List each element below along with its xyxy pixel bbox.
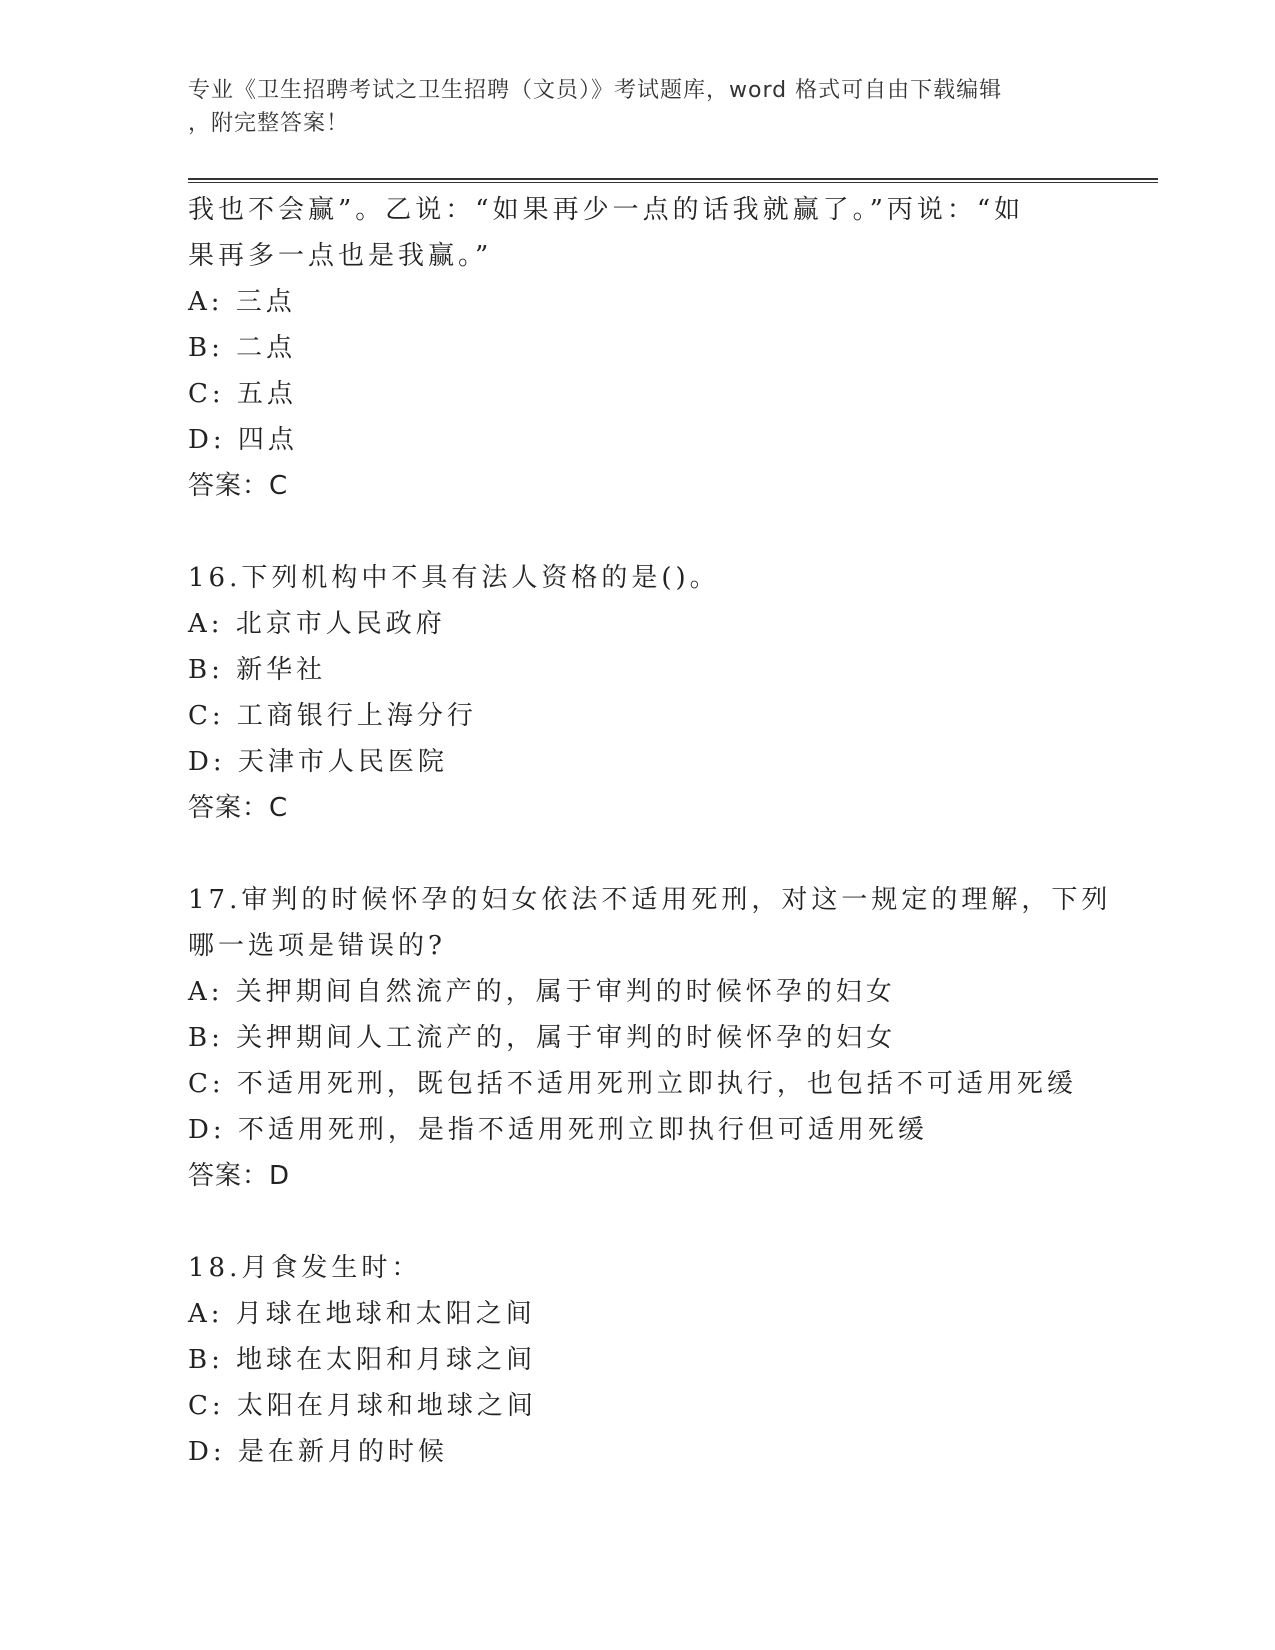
question-16 [188,555,1088,831]
option-b: B: 地球在太阳和月球之间 [188,1345,537,1375]
option-b: B: 关押期间人工流产的，属于审判的时候怀孕的妇女 [188,1023,897,1053]
option-a: A: 关押期间自然流产的，属于审判的时候怀孕的妇女 [188,977,896,1007]
spacer [188,509,1088,555]
option-c: C: 不适用死刑，既包括不适用死刑立即执行，也包括不可适用死缓 [188,1069,1077,1099]
option-d: D: 四点 [188,425,298,455]
option-d: D: 不适用死刑，是指不适用死刑立即执行但可适用死缓 [188,1115,928,1145]
option-c: C: 五点 [188,379,297,409]
option-b: B: 新华社 [188,655,327,685]
header-line-1: 专业《卫生招聘考试之卫生招聘（文员）》考试题库，word 格式可自由下载编辑 [188,78,1003,103]
question-stem: 哪一选项是错误的? [188,931,446,961]
document-header [188,74,1068,140]
option-c: C: 工商银行上海分行 [188,701,477,731]
header-divider [188,178,1158,183]
question-stem: 我也不会赢”。乙说：“如果再少一点的话我就赢了。”丙说：“如 [188,195,1025,225]
answer: 答案：D [188,1161,291,1191]
header-line-2: ，附完整答案！ [188,111,350,136]
option-c: C: 太阳在月球和地球之间 [188,1391,537,1421]
option-d: D: 天津市人民医院 [188,747,448,777]
question-stem: 16.下列机构中不具有法人资格的是()。 [188,563,720,593]
question-list [188,187,1112,1475]
option-b: B: 二点 [188,333,297,363]
answer: 答案：C [188,793,289,823]
question-15-continuation [188,187,1088,509]
question-18 [188,1245,1088,1475]
option-a: A: 三点 [188,287,296,317]
answer: 答案：C [188,471,289,501]
question-stem: 17.审判的时候怀孕的妇女依法不适用死刑，对这一规定的理解，下列 [188,885,1112,915]
spacer [188,1199,1088,1245]
option-a: A: 北京市人民政府 [188,609,446,639]
question-stem: 果再多一点也是我赢。” [188,241,493,271]
option-d: D: 是在新月的时候 [188,1437,448,1467]
option-a: A: 月球在地球和太阳之间 [188,1299,536,1329]
spacer [188,831,1088,877]
question-stem: 18.月食发生时： [188,1253,422,1283]
question-17 [188,877,1112,1199]
